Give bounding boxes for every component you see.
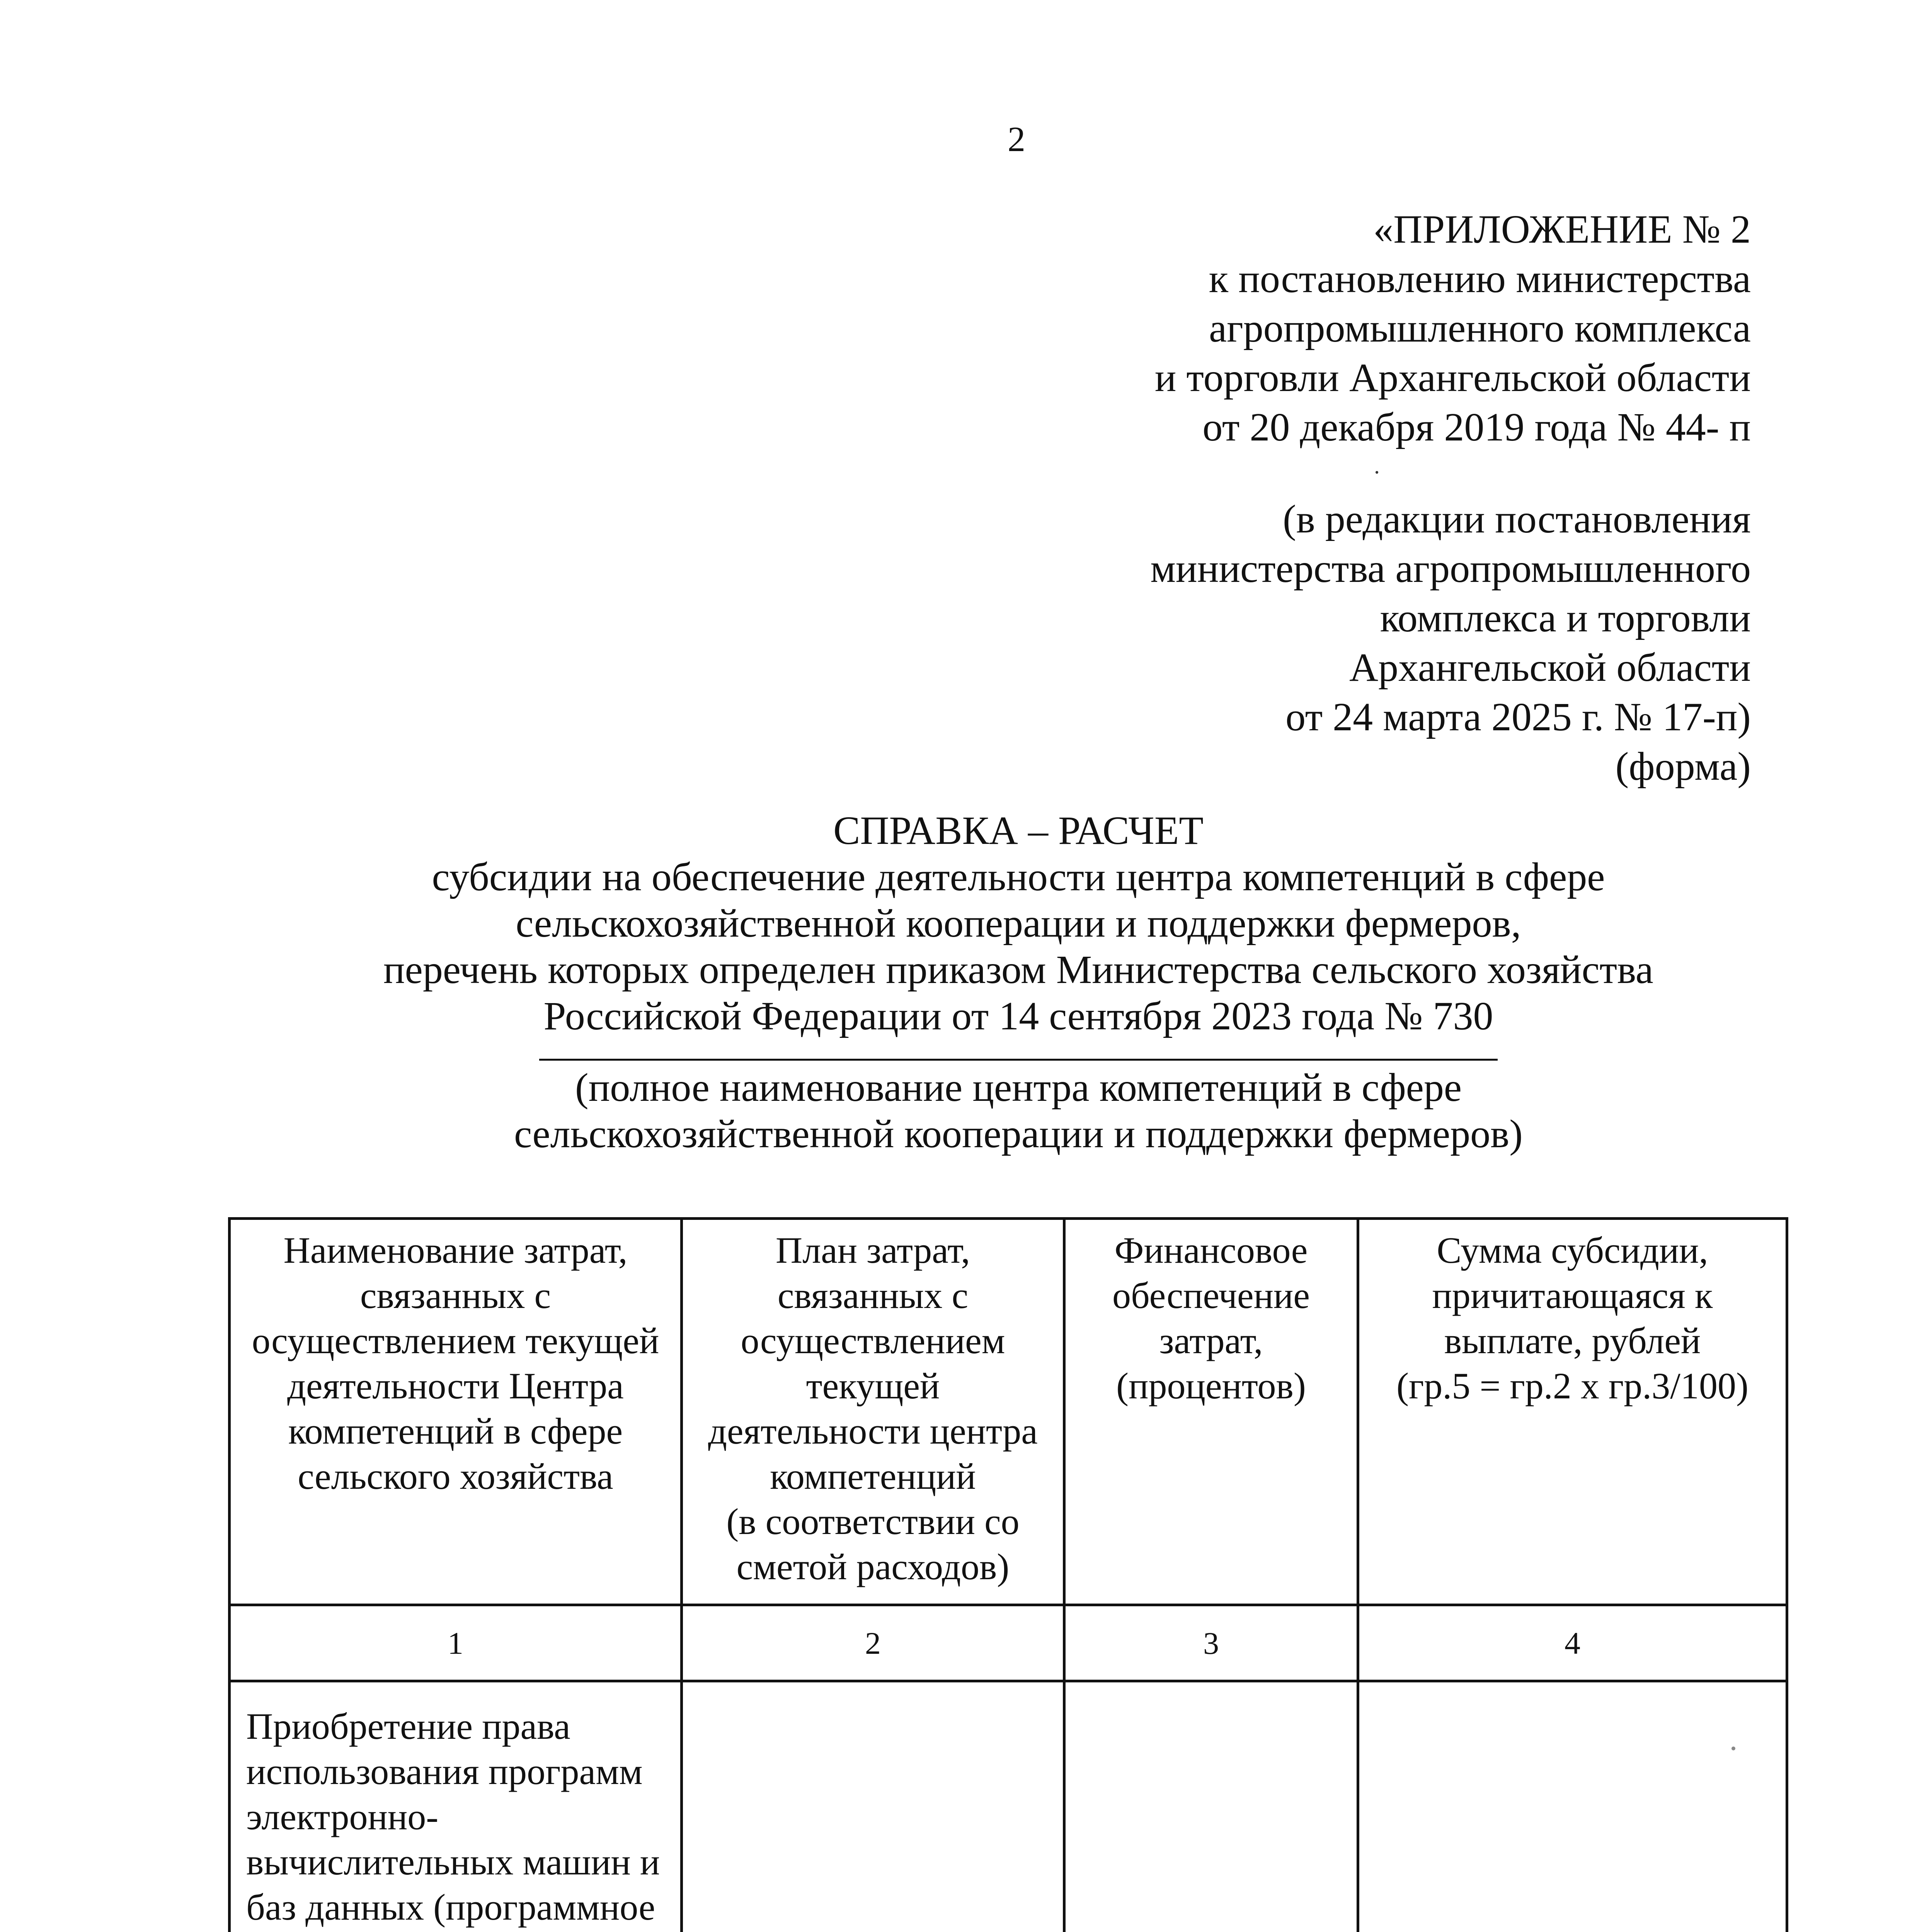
table-header-row xyxy=(230,1219,1787,1605)
name-blank-line xyxy=(539,1059,1498,1061)
column-number: 4 xyxy=(1358,1605,1787,1681)
header-date-line: от 20 декабря 2019 года № 44- п xyxy=(1202,405,1751,449)
subtitle-line: сельскохозяйственной кооперации и поддержки фермеров, xyxy=(516,901,1521,946)
name-caption-line: сельскохозяйственной кооперации и поддержки фермеров) xyxy=(514,1112,1523,1156)
revision-line: комплекса и торговли xyxy=(1380,596,1751,640)
calculation-table xyxy=(228,1217,1788,1932)
document-heading: СПРАВКА – РАСЧЕТ xyxy=(833,808,1204,853)
financing-percent-cell xyxy=(1064,1681,1358,1932)
table-row xyxy=(230,1681,1787,1932)
form-label: (форма) xyxy=(1615,744,1751,789)
column-number: 2 xyxy=(682,1605,1064,1681)
appendix-title: «ПРИЛОЖЕНИЕ № 2 xyxy=(1373,207,1751,252)
header-line: к постановлению министерства xyxy=(1209,257,1751,301)
subsidy-amount-cell xyxy=(1358,1681,1787,1932)
page-number: 2 xyxy=(1008,119,1025,159)
revision-line: (в редакции постановления xyxy=(1283,497,1751,541)
revision-line: Архангельской области xyxy=(1349,645,1751,690)
scan-speck xyxy=(1731,1747,1735,1750)
stray-mark: . xyxy=(1374,453,1380,478)
revision-date-line: от 24 марта 2025 г. № 17-п) xyxy=(1285,695,1751,739)
header-line: агропромышленного комплекса xyxy=(1209,306,1751,350)
column-number: 3 xyxy=(1064,1605,1358,1681)
header-cost-name: Наименование затрат, связанных с осуществлением текущей деятельности Центра компетенций в сфере сельского хозяйства xyxy=(230,1219,682,1605)
document-title-block xyxy=(193,808,1844,1157)
column-number: 1 xyxy=(230,1605,682,1681)
header-line: и торговли Архангельской области xyxy=(1154,355,1751,400)
subtitle-line: субсидии на обеспечение деятельности центра компетенций в сфере xyxy=(432,855,1605,899)
header-cost-plan: План затрат, связанных с осуществлением текущей деятельности центра компетенций (в соответствии со сметой расходов) xyxy=(682,1219,1064,1605)
column-number-row xyxy=(230,1605,1787,1681)
header-financing-percent: Финансовое обеспечение затрат, (процентов) xyxy=(1064,1219,1358,1605)
subtitle-line: перечень которых определен приказом Министерства сельского хозяйства xyxy=(383,947,1653,992)
appendix-header xyxy=(1150,205,1751,791)
header-subsidy-amount: Сумма субсидии, причитающаяся к выплате, рублей (гр.5 = гр.2 x гр.3/100) xyxy=(1358,1219,1787,1605)
subtitle-line: Российской Федерации от 14 сентября 2023 года № 730 xyxy=(543,994,1493,1038)
cost-name-cell: Приобретение права использования программ электронно- вычислительных машин и баз данных (программное xyxy=(230,1681,682,1932)
name-caption-line: (полное наименование центра компетенций в сфере xyxy=(575,1065,1462,1110)
revision-line: министерства агропромышленного xyxy=(1150,546,1751,591)
cost-plan-cell xyxy=(682,1681,1064,1932)
